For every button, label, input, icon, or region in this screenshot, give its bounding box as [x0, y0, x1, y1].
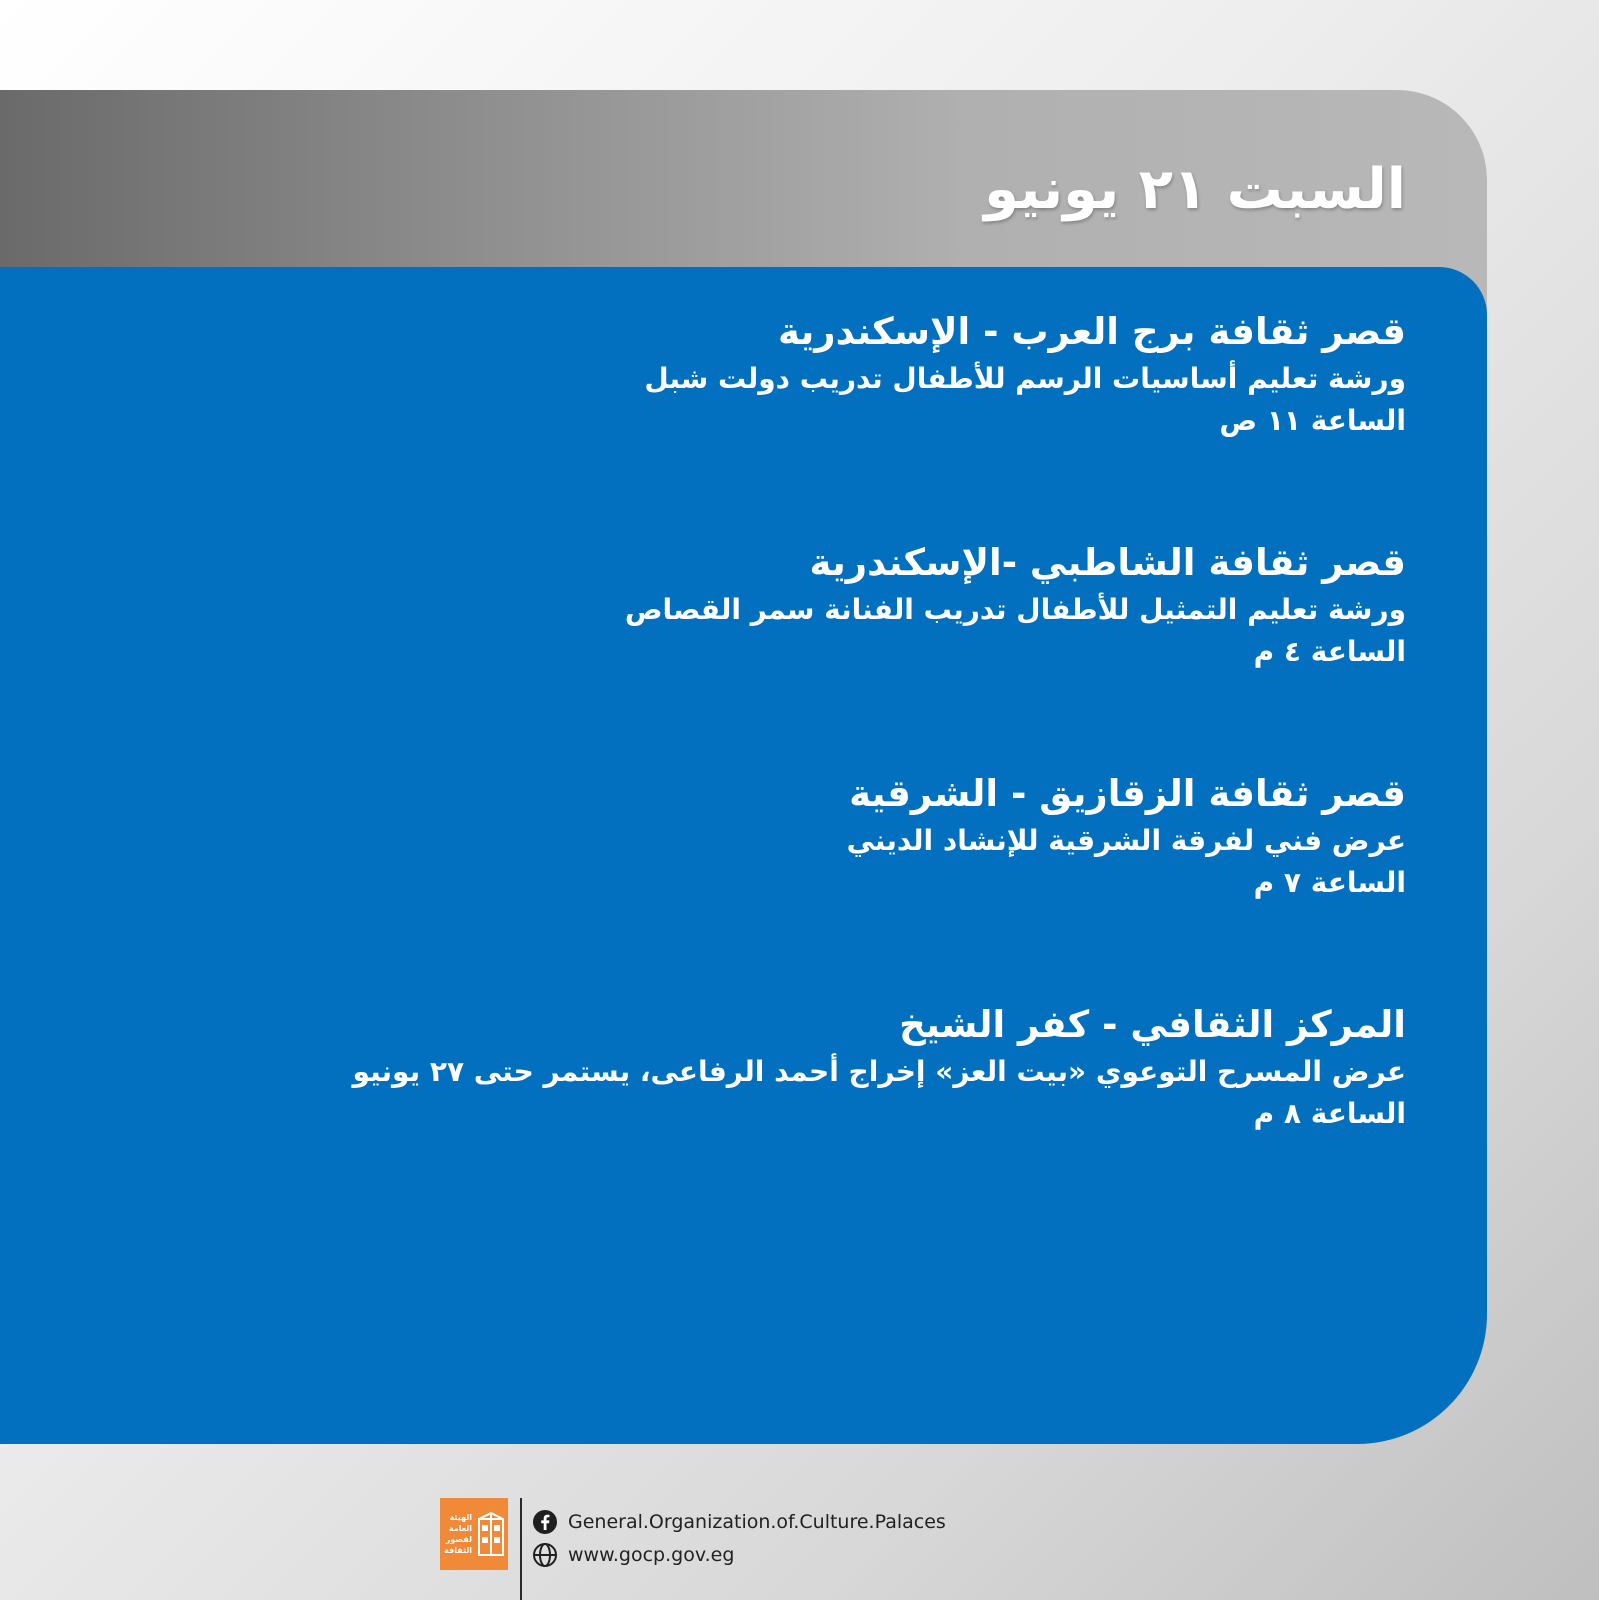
event-time: الساعة ٤ م: [1253, 635, 1406, 668]
event-description: عرض فني لفرقة الشرقية للإنشاد الديني: [846, 824, 1406, 857]
organization-logo: [440, 1498, 508, 1570]
event-description: عرض المسرح التوعوي «بيت العز» إخراج أحمد الرفاعى، يستمر حتى ٢٧ يونيو: [352, 1055, 1406, 1088]
footer: [440, 1498, 960, 1598]
globe-icon: [532, 1542, 558, 1568]
logo-text: الهيئة العامة لقصور الثقافة: [444, 1513, 472, 1555]
event-venue: قصر ثقافة الشاطبي -الإسكندرية: [809, 541, 1406, 584]
facebook-icon: [532, 1509, 558, 1535]
event-venue: قصر ثقافة الزقازيق - الشرقية: [849, 772, 1406, 815]
event-description: ورشة تعليم أساسيات الرسم للأطفال تدريب دولت شبل: [644, 362, 1406, 395]
event-item: [206, 306, 1406, 442]
event-time: الساعة ٧ م: [1253, 866, 1406, 899]
event-description: ورشة تعليم التمثيل للأطفال تدريب الفنانة سمر القصاص: [624, 593, 1406, 626]
page-title: السبت ٢١ يونيو: [984, 157, 1406, 222]
footer-divider: [520, 1498, 522, 1600]
event-time: الساعة ٨ م: [1253, 1097, 1406, 1130]
event-item: [206, 537, 1406, 673]
website-link[interactable]: [532, 1540, 734, 1570]
event-time: الساعة ١١ ص: [1219, 404, 1406, 437]
event-item: [206, 768, 1406, 904]
facebook-page-name: General.Organization.of.Culture.Palaces: [568, 1511, 946, 1533]
event-venue: المركز الثقافي - كفر الشيخ: [899, 1003, 1406, 1046]
facebook-link[interactable]: [532, 1507, 946, 1537]
event-item: [206, 999, 1406, 1135]
building-icon: [478, 1511, 504, 1557]
event-venue: قصر ثقافة برج العرب - الإسكندرية: [777, 310, 1406, 353]
website-url: www.gocp.gov.eg: [568, 1544, 735, 1566]
